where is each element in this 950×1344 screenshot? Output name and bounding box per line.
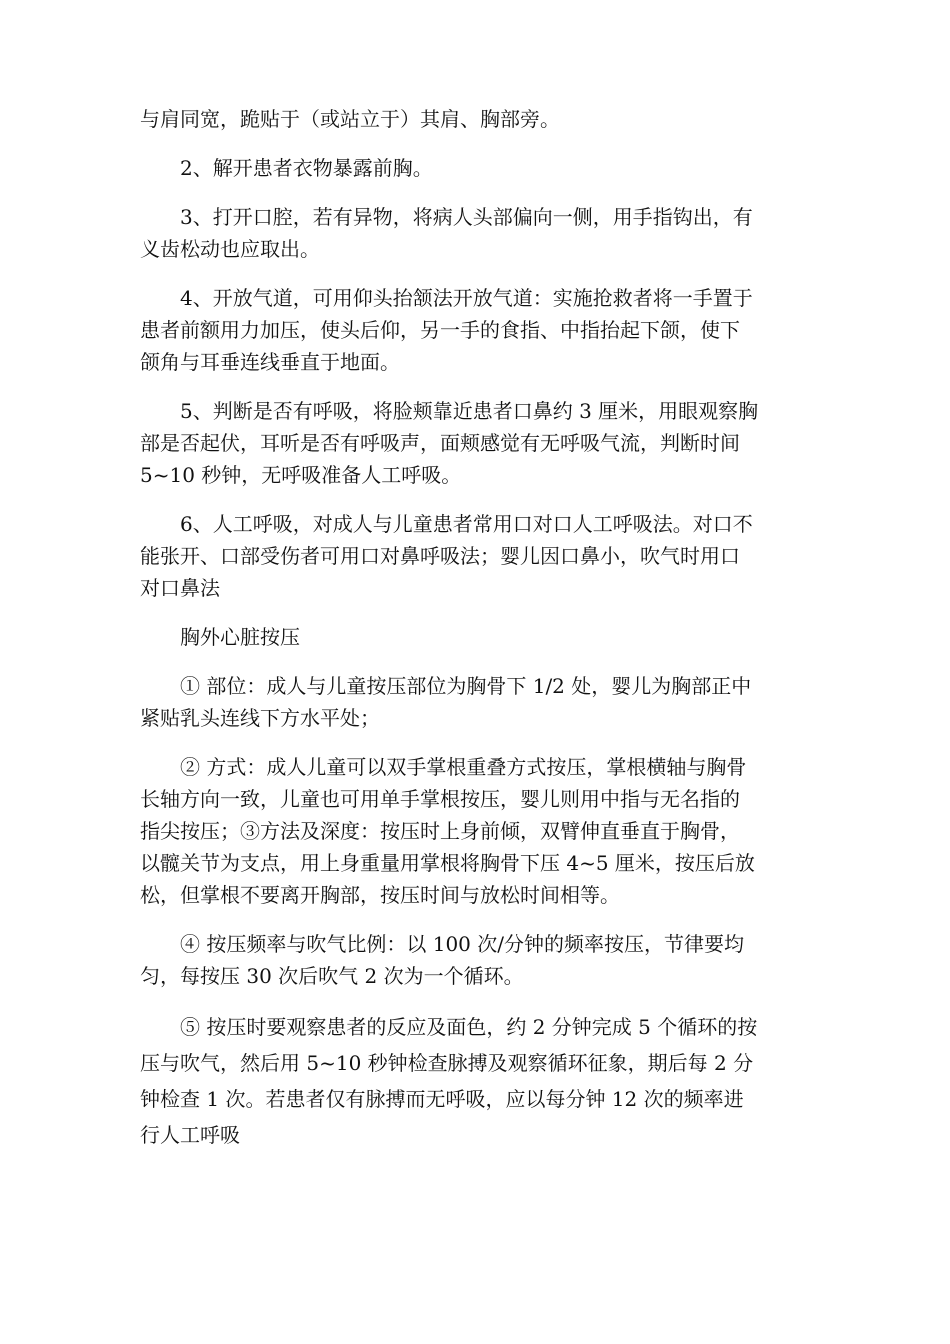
text-line: 指尖按压；③方法及深度：按压时上身前倾，双臂伸直垂直于胸骨，	[140, 819, 740, 843]
text-line: 义齿松动也应取出。	[140, 237, 320, 261]
text-line: 以髋关节为支点，用上身重量用掌根将胸骨下压 4~5 厘米，按压后放	[140, 851, 755, 875]
text-line: 长轴方向一致，儿童也可用单手掌根按压，婴儿则用中指与无名指的	[140, 787, 740, 811]
paragraph	[140, 508, 810, 604]
text-line: 与肩同宽，跪贴于（或站立于）其肩、胸部旁。	[140, 107, 560, 131]
paragraph	[140, 152, 810, 184]
text-line: 颌角与耳垂连线垂直于地面。	[140, 350, 400, 374]
text-line: ⑤ 按压时要观察患者的反应及面色，约 2 分钟完成 5 个循环的按	[180, 1015, 758, 1039]
text-line: 5、判断是否有呼吸，将脸颊靠近患者口鼻约 3 厘米，用眼观察胸	[180, 399, 759, 423]
text-line: 对口鼻法	[140, 576, 220, 600]
section-heading	[140, 621, 810, 653]
text-line: 2、解开患者衣物暴露前胸。	[180, 156, 433, 180]
text-line: 压与吹气，然后用 5~10 秒钟检查脉搏及观察循环征象，期后每 2 分	[140, 1051, 754, 1075]
paragraph	[140, 103, 810, 135]
paragraph	[140, 1009, 810, 1153]
text-line: 3、打开口腔，若有异物，将病人头部偏向一侧，用手指钩出，有	[180, 205, 753, 229]
text-line: 4、开放气道，可用仰头抬颔法开放气道：实施抢救者将一手置于	[180, 286, 753, 310]
text-line: 钟检查 1 次。若患者仅有脉搏而无呼吸，应以每分钟 12 次的频率进	[140, 1087, 744, 1111]
paragraph	[140, 751, 810, 911]
paragraph	[140, 201, 810, 265]
text-line: 患者前额用力加压，使头后仰，另一手的食指、中指抬起下颌，使下	[140, 318, 740, 342]
paragraph	[140, 282, 810, 378]
text-line: 6、人工呼吸，对成人与儿童患者常用口对口人工呼吸法。对口不	[180, 512, 753, 536]
text-line: 匀，每按压 30 次后吹气 2 次为一个循环。	[140, 964, 524, 988]
text-line: ① 部位：成人与儿童按压部位为胸骨下 1/2 处，婴儿为胸部正中	[180, 674, 752, 698]
text-line: 能张开、口部受伤者可用口对鼻呼吸法；婴儿因口鼻小，吹气时用口	[140, 544, 740, 568]
text-line: 松，但掌根不要离开胸部，按压时间与放松时间相等。	[140, 883, 620, 907]
paragraph	[140, 928, 810, 992]
text-line: 部是否起伏，耳听是否有呼吸声，面颊感觉有无呼吸气流，判断时间	[140, 431, 740, 455]
text-line: 行人工呼吸	[140, 1123, 240, 1147]
text-line: ④ 按压频率与吹气比例：以 100 次/分钟的频率按压，节律要均	[180, 932, 744, 956]
text-line: 5~10 秒钟，无呼吸准备人工呼吸。	[140, 463, 462, 487]
document-body	[140, 103, 810, 1170]
text-line: 紧贴乳头连线下方水平处；	[140, 706, 380, 730]
paragraph	[140, 670, 810, 734]
text-line: 胸外心脏按压	[180, 625, 300, 649]
text-line: ② 方式：成人儿童可以双手掌根重叠方式按压，掌根横轴与胸骨	[180, 755, 747, 779]
paragraph	[140, 395, 810, 491]
